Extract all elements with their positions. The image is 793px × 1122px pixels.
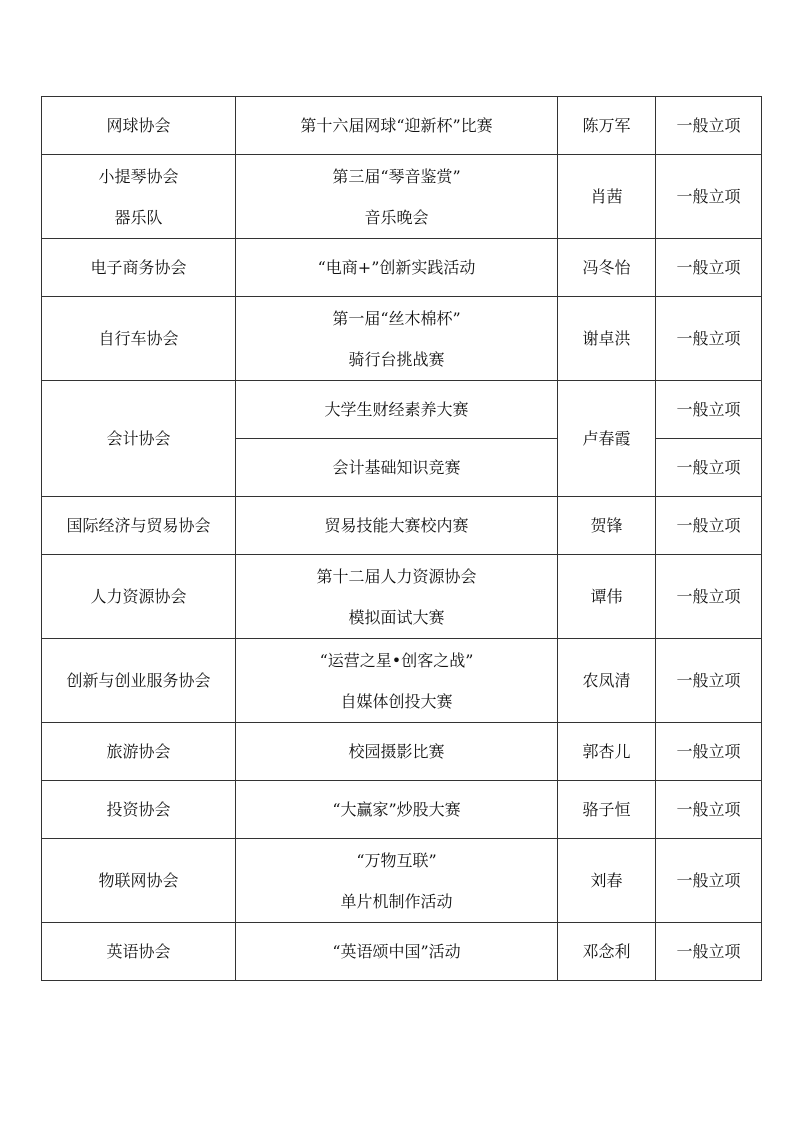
person-cell: 谢卓洪 <box>558 297 656 381</box>
association-cell: 国际经济与贸易协会 <box>42 497 236 555</box>
activity-cell: 校园摄影比赛 <box>236 723 558 781</box>
association-cell: 网球协会 <box>42 97 236 155</box>
level-cell: 一般立项 <box>656 639 762 723</box>
table-row <box>42 297 762 381</box>
table-row <box>42 97 762 155</box>
association-cell: 物联网协会 <box>42 839 236 923</box>
activity-cell: 会计基础知识竞赛 <box>236 439 558 497</box>
person-cell: 农凤清 <box>558 639 656 723</box>
level-cell: 一般立项 <box>656 781 762 839</box>
association-cell: 人力资源协会 <box>42 555 236 639</box>
table-row <box>42 239 762 297</box>
association-cell: 投资协会 <box>42 781 236 839</box>
table-row <box>42 497 762 555</box>
person-cell: 谭伟 <box>558 555 656 639</box>
association-cell: 小提琴协会 器乐队 <box>42 155 236 239</box>
level-cell: 一般立项 <box>656 923 762 981</box>
activity-cell: “大赢家”炒股大赛 <box>236 781 558 839</box>
person-cell: 贺锋 <box>558 497 656 555</box>
association-cell: 自行车协会 <box>42 297 236 381</box>
person-cell: 肖茜 <box>558 155 656 239</box>
association-cell: 创新与创业服务协会 <box>42 639 236 723</box>
activity-cell: “电商+”创新实践活动 <box>236 239 558 297</box>
activity-cell: 第三届“琴音鉴赏” 音乐晚会 <box>236 155 558 239</box>
activity-cell: 第十二届人力资源协会 模拟面试大赛 <box>236 555 558 639</box>
table-row <box>42 723 762 781</box>
activity-cell: 大学生财经素养大赛 <box>236 381 558 439</box>
person-cell: 刘春 <box>558 839 656 923</box>
activity-cell: “运营之星•创客之战” 自媒体创投大赛 <box>236 639 558 723</box>
level-cell: 一般立项 <box>656 439 762 497</box>
level-cell: 一般立项 <box>656 239 762 297</box>
person-cell: 冯冬怡 <box>558 239 656 297</box>
activity-cell: “万物互联” 单片机制作活动 <box>236 839 558 923</box>
level-cell: 一般立项 <box>656 155 762 239</box>
person-cell: 陈万军 <box>558 97 656 155</box>
association-cell: 旅游协会 <box>42 723 236 781</box>
person-cell: 邓念利 <box>558 923 656 981</box>
level-cell: 一般立项 <box>656 839 762 923</box>
table-row <box>42 923 762 981</box>
activity-cell: 第十六届网球“迎新杯”比赛 <box>236 97 558 155</box>
association-cell: 电子商务协会 <box>42 239 236 297</box>
table-row <box>42 555 762 639</box>
activity-cell: 第一届“丝木棉杯” 骑行台挑战赛 <box>236 297 558 381</box>
level-cell: 一般立项 <box>656 497 762 555</box>
person-cell: 郭杏儿 <box>558 723 656 781</box>
activity-table <box>41 96 762 981</box>
association-cell: 英语协会 <box>42 923 236 981</box>
level-cell: 一般立项 <box>656 555 762 639</box>
activity-cell: “英语颂中国”活动 <box>236 923 558 981</box>
table-row <box>42 839 762 923</box>
level-cell: 一般立项 <box>656 381 762 439</box>
table-row <box>42 155 762 239</box>
table-row <box>42 639 762 723</box>
table-row <box>42 381 762 439</box>
person-cell: 卢春霞 <box>558 381 656 497</box>
level-cell: 一般立项 <box>656 297 762 381</box>
table-row <box>42 781 762 839</box>
association-cell: 会计协会 <box>42 381 236 497</box>
level-cell: 一般立项 <box>656 97 762 155</box>
activity-cell: 贸易技能大赛校内赛 <box>236 497 558 555</box>
level-cell: 一般立项 <box>656 723 762 781</box>
person-cell: 骆子恒 <box>558 781 656 839</box>
